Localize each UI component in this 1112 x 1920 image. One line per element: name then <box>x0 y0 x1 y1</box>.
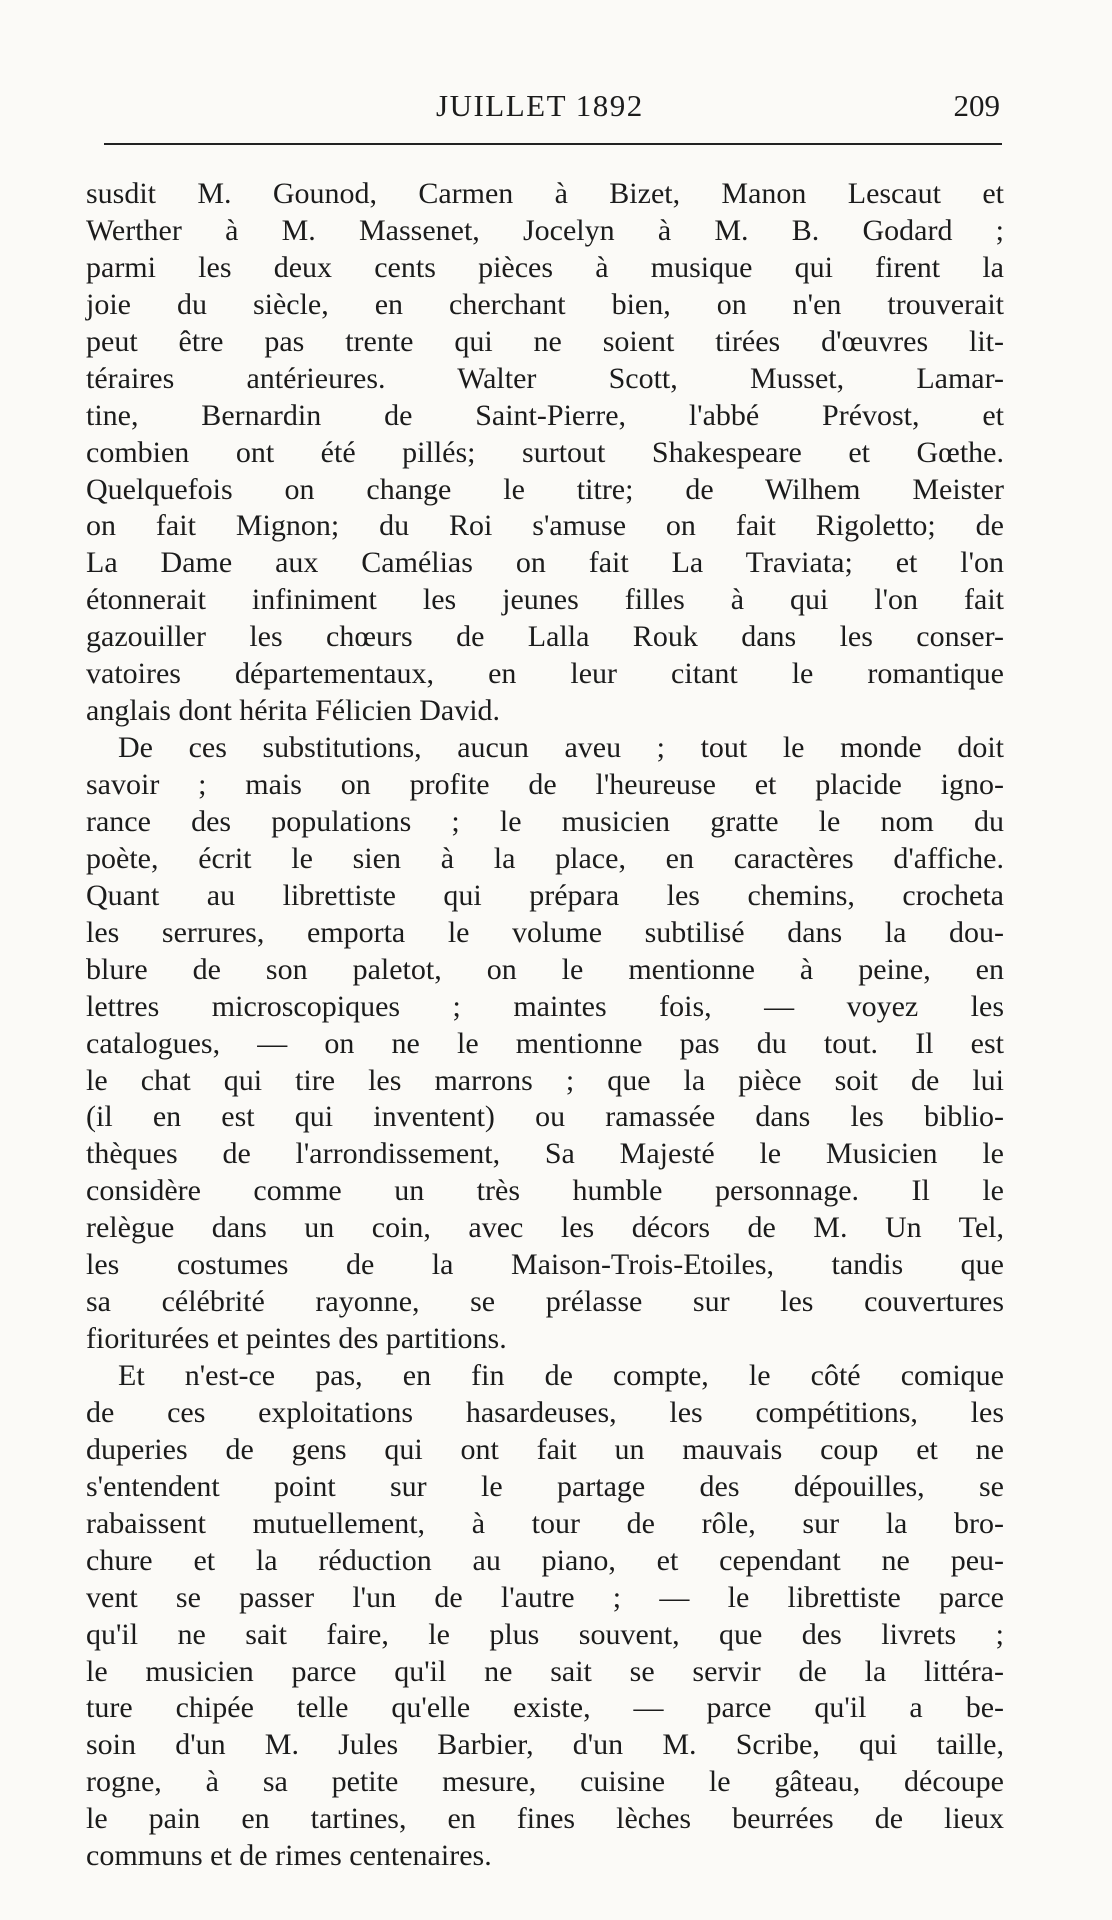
text-line: peut être pas trente qui ne soient tirées d'œuvres lit- <box>86 324 1004 358</box>
text-line: communs et de rimes centenaires. <box>86 1839 492 1873</box>
text-line: les serrures, emporta le volume subtilisé dans la dou- <box>86 915 1004 949</box>
paragraph <box>86 730 1004 1358</box>
text-line: fioriturées et peintes des partitions. <box>86 1322 507 1356</box>
text-line: relègue dans un coin, avec les décors de M. Un Tel, <box>86 1211 1004 1245</box>
text-line: (il en est qui inventent) ou ramassée dans les biblio- <box>86 1100 1004 1134</box>
text-line: le chat qui tire les marrons ; que la pièce soit de lui <box>86 1063 1004 1097</box>
text-line: de ces exploitations hasardeuses, les compétitions, les <box>86 1395 1004 1429</box>
text-line: téraires antérieures. Walter Scott, Musset, Lamar- <box>86 361 1004 395</box>
text-line: duperies de gens qui ont fait un mauvais coup et ne <box>86 1432 1004 1466</box>
text-line: anglais dont hérita Félicien David. <box>86 694 501 728</box>
text-line: rogne, à sa petite mesure, cuisine le gâteau, découpe <box>86 1765 1004 1799</box>
text-line: blure de son paletot, on le mentionne à peine, en <box>86 952 1004 986</box>
header-rule <box>104 143 1002 145</box>
text-line: savoir ; mais on profite de l'heureuse et placide igno- <box>86 768 1004 801</box>
text-line: le musicien parce qu'il ne sait se servir de la littéra- <box>86 1654 1004 1688</box>
text-line: considère comme un très humble personnage. Il le <box>86 1174 1004 1208</box>
page-number: 209 <box>953 88 1000 123</box>
text-line: Werther à M. Massenet, Jocelyn à M. B. Godard ; <box>86 213 1004 247</box>
text-line: ture chipée telle qu'elle existe, — parce qu'il a be- <box>86 1691 1004 1725</box>
text-line: étonnerait infiniment les jeunes filles à qui l'on fait <box>86 583 1004 617</box>
paragraph <box>86 176 1004 730</box>
text-line: joie du siècle, en cherchant bien, on n'en trouverait <box>86 287 1004 321</box>
text-line: parmi les deux cents pièces à musique qui firent la <box>86 250 1004 284</box>
text-line: susdit M. Gounod, Carmen à Bizet, Manon Lescaut et <box>86 177 1004 210</box>
text-line: lettres microscopiques ; maintes fois, — voyez les <box>86 989 1004 1023</box>
text-line: les costumes de la Maison-Trois-Etoiles, tandis que <box>86 1248 1004 1282</box>
text-line: chure et la réduction au piano, et cependant ne peu- <box>86 1543 1004 1577</box>
text-line: combien ont été pillés; surtout Shakespeare et Gœthe. <box>86 435 1004 469</box>
page-header <box>88 88 1000 136</box>
text-line: La Dame aux Camélias on fait La Traviata; et l'on <box>86 546 1004 580</box>
text-line: catalogues, — on ne le mentionne pas du tout. Il est <box>86 1026 1004 1060</box>
text-line: rance des populations ; le musicien gratte le nom du <box>86 804 1004 838</box>
text-line: soin d'un M. Jules Barbier, d'un M. Scribe, qui taille, <box>86 1728 1004 1762</box>
text-line: thèques de l'arrondissement, Sa Majesté le Musicien le <box>86 1137 1004 1171</box>
text-line: tine, Bernardin de Saint-Pierre, l'abbé Prévost, et <box>86 398 1004 432</box>
running-head: JUILLET 1892 <box>436 88 644 123</box>
text-line: poète, écrit le sien à la place, en caractères d'affiche. <box>86 841 1004 875</box>
text-line: rabaissent mutuellement, à tour de rôle, sur la bro- <box>86 1506 1004 1540</box>
text-line: Et n'est-ce pas, en fin de compte, le côté comique <box>118 1359 1004 1392</box>
text-line: vent se passer l'un de l'autre ; — le librettiste parce <box>86 1580 1004 1614</box>
text-line: De ces substitutions, aucun aveu ; tout le monde doit <box>118 731 1004 765</box>
text-line: on fait Mignon; du Roi s'amuse on fait Rigoletto; de <box>86 509 1004 543</box>
text-line: qu'il ne sait faire, le plus souvent, que des livrets ; <box>86 1617 1004 1651</box>
text-line: Quelquefois on change le titre; de Wilhem Meister <box>86 472 1004 506</box>
body-text <box>86 176 1004 1875</box>
paragraph <box>86 1358 1004 1875</box>
text-line: s'entendent point sur le partage des dépouilles, se <box>86 1469 1004 1503</box>
text-line: vatoires départementaux, en leur citant le romantique <box>86 657 1004 691</box>
text-line: le pain en tartines, en fines lèches beurrées de lieux <box>86 1802 1004 1836</box>
text-line: sa célébrité rayonne, se prélasse sur les couvertures <box>86 1285 1004 1319</box>
text-line: Quant au librettiste qui prépara les chemins, crocheta <box>86 878 1004 912</box>
text-line: gazouiller les chœurs de Lalla Rouk dans les conser- <box>86 620 1004 654</box>
